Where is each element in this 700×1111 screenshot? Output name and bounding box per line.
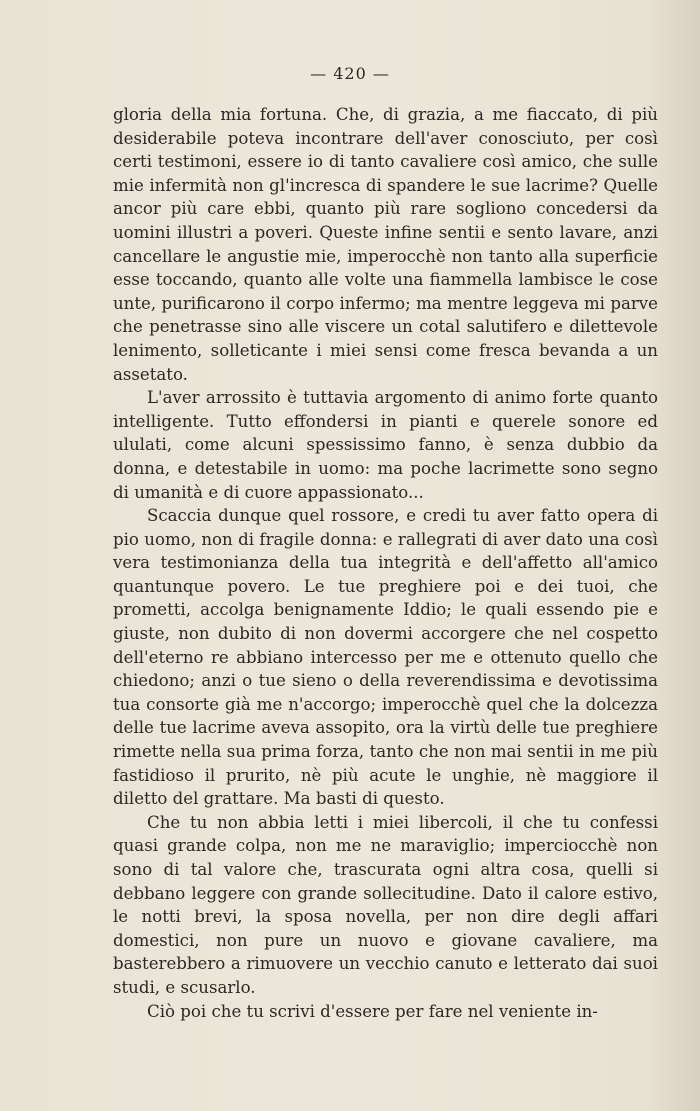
paragraph: gloria della mia fortuna. Che, di grazia, a me fiaccato, di più desiderabile poteva incontrare dell'aver conosciuto, per così certi testimoni, essere io di tanto cavaliere così amico, che sulle mie infermità non gl'incresca di spandere le sue lacrime? Quelle ancor più care ebbi, quanto più rare sogliono concedersi da uomini illustri a poveri. Queste infine sentii e sento lavare, anzi cancellare le angustie mie, imperocchè non tanto alla superficie esse toccando, quanto alle volte una fiammella lambisce le cose unte, purificarono il corpo infermo; ma mentre leggeva mi parve che penetrasse sino alle viscere un cotal salutifero e dilettevole lenimento, solleticante i miei sensi come fresca bevanda a un assetato. <box>113 105 658 384</box>
page-number: — 420 — <box>310 64 390 83</box>
paragraph: Scaccia dunque quel rossore, e credi tu aver fatto opera di pio uomo, non di fragile donna: e rallegrati di aver dato una così vera testimonianza della tua integrità e dell'affetto all'amico quantunque povero. Le tue preghiere poi e dei tuoi, che prometti, accolga benignamente Iddio; le quali essendo pie e giuste, non dubito di non dovermi accorgere che nel cospetto dell'eterno re abbiano intercesso per me e ottenuto quello che chiedono; anzi o tue sieno o della reverendissima e devotissima tua consorte già me n'accorgo; imperocchè quel che la dolcezza delle tue lacrime aveva assopito, ora la virtù delle tue preghiere rimette nella sua prima forza, tanto che non mai sentii in me più fastidioso il prurito, nè più acute le unghie, nè maggiore il diletto del grattare. Ma basti di questo. <box>113 506 658 809</box>
paragraph: L'aver arrossito è tuttavia argomento di animo forte quanto intelligente. Tutto effondersi in pianti e querele sonore ed ululati, come alcuni spessissimo fanno, è senza dubbio da donna, e detestabile in uomo: ma poche lacrimette sono segno di umanità e di cuore appassionato... <box>113 388 658 502</box>
paragraph: Ciò poi che tu scrivi d'essere per fare nel veniente in- <box>147 1001 598 1021</box>
body-text <box>113 103 658 1023</box>
paragraph: Che tu non abbia letti i miei libercoli, il che tu confessi quasi grande colpa, non me ne maraviglio; imperciocchè non sono di tal valore che, trascurata ogni altra cosa, quelli si debbano leggere con grande sollecitudine. Dato il calore estivo, le notti brevi, la sposa novella, per non dire degli affari domestici, non pure un nuovo e giovane cavaliere, ma basterebbero a rimuovere un vecchio canuto e letterato dai suoi studi, e scusarlo. <box>113 812 658 997</box>
